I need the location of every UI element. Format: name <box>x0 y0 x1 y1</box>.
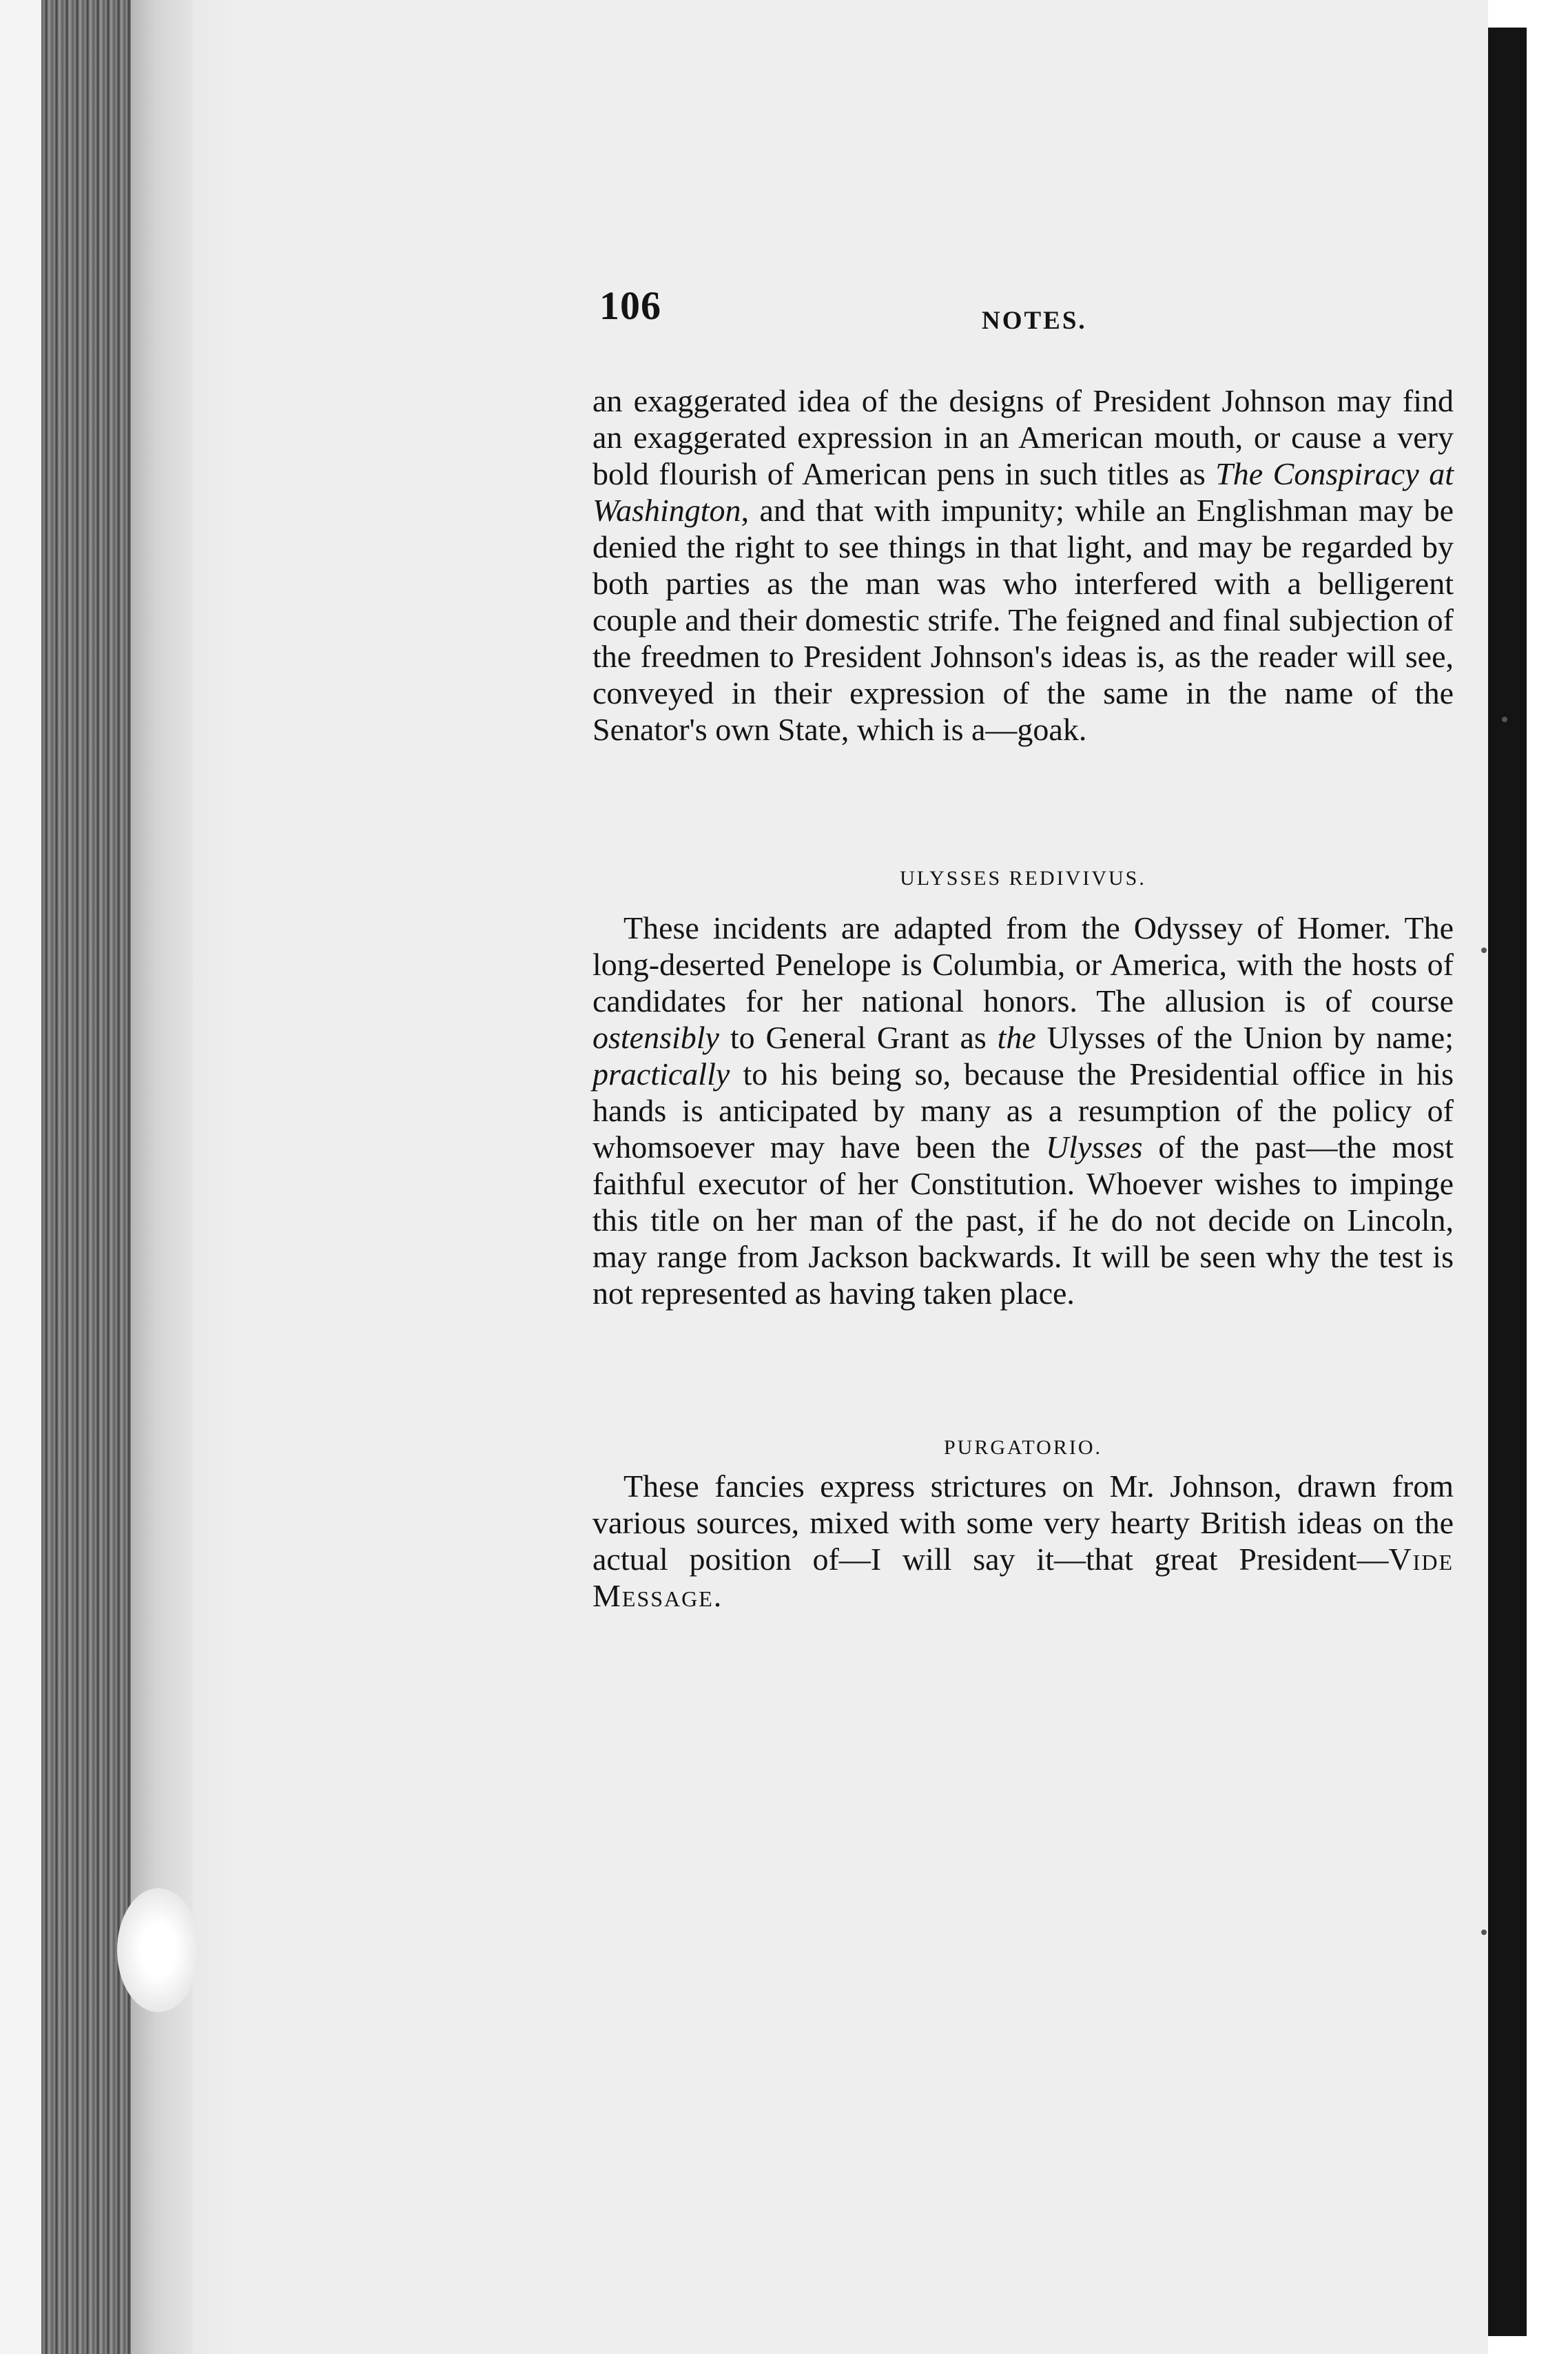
scan-margin-left <box>0 0 41 2354</box>
italic-word: practically <box>592 1056 730 1092</box>
scan-speck <box>1481 948 1487 953</box>
italic-word: ostensibly <box>592 1020 719 1055</box>
page-number: 106 <box>599 283 661 328</box>
book-page-edges <box>41 0 131 2354</box>
italic-word: the <box>997 1020 1036 1055</box>
section-heading-ulysses: ULYSSES REDIVIVUS. <box>900 867 1146 890</box>
paragraph-purgatorio <box>592 1468 1454 1614</box>
small-caps-reference: Vide Message. <box>592 1542 1454 1613</box>
text-run: to General Grant as <box>719 1020 998 1055</box>
running-head: NOTES. <box>982 307 1087 335</box>
text-run: Ulysses of the Union by name; <box>1035 1020 1454 1055</box>
paper-smudge <box>117 1888 200 2012</box>
gutter-shadow <box>193 0 248 2354</box>
text-run: to his being so, because the Presidential office in his hands is anticipated by many as a resumption of the policy of whomsoever may have been the <box>592 1056 1454 1165</box>
text-run: , and that with impunity; while an Englishman may be denied the right to see things in that light, and may be regarded by both parties as the man was who interfered with a belligerent couple and their domestic strife. The feigned and final subjection of the freedmen to President Johnson's ideas is, as the reader will see, conveyed in their expression of the same in the name of the Senator's own State, which is a—goak. <box>592 493 1454 747</box>
section-heading-purgatorio: PURGATORIO. <box>944 1436 1102 1459</box>
scan-margin-right <box>1527 0 1568 2354</box>
italic-word: Ulysses <box>1046 1129 1143 1165</box>
scan-speck <box>1502 717 1507 722</box>
text-run: These fancies express strictures on Mr. Johnson, drawn from various sources, mixed with some very hearty British ideas on the actual position of—I will say it—that great President— <box>592 1468 1454 1577</box>
text-run: an exaggerated idea of the designs of President Johnson may find an exaggerated expression in an American mouth, or cause a very bold flourish of American pens in such titles as <box>592 383 1454 491</box>
text-run: These incidents are adapted from the Odyssey of Homer. The long-deserted Penelope is Columbia, or America, with the hosts of candidates for her national honors. The allusion is of course <box>592 910 1454 1019</box>
right-book-edge <box>1488 28 1527 2336</box>
italic-title: The Conspiracy at Washington <box>592 456 1454 528</box>
scan-speck <box>1481 1930 1487 1935</box>
paragraph-johnson <box>592 382 1454 748</box>
text-run: of the past—the most faithful executor of her Constitution. Whoever wishes to impinge this title on her man of the past, if he do not decide on Lincoln, may range from Jackson backwards. It will be seen why the test is not represented as having taken place. <box>592 1129 1454 1311</box>
paragraph-ulysses <box>592 910 1454 1311</box>
